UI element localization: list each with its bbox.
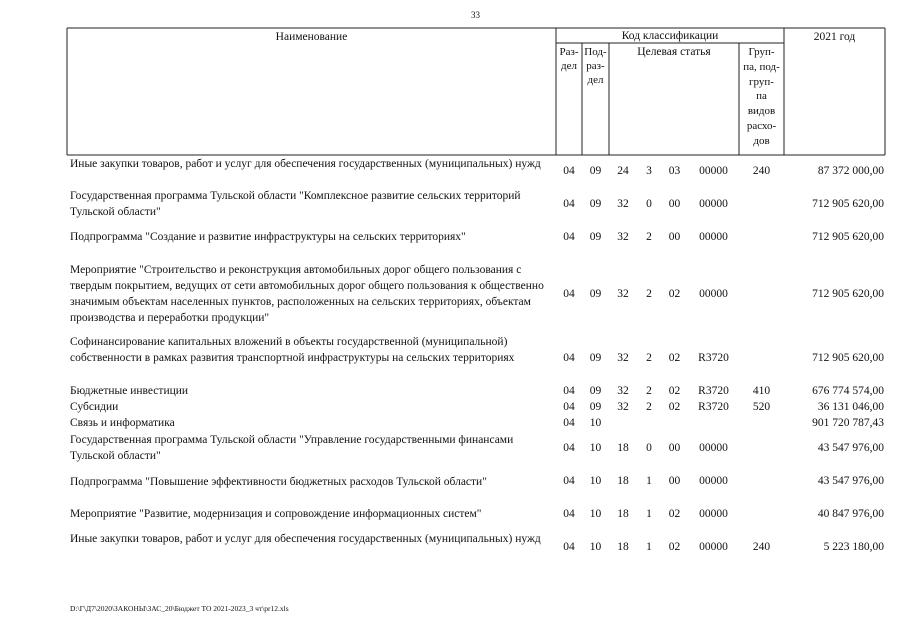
footer-path: D:\Г\Д7\2020\ЗАКОНЫ\ЗАС_20\Бюджет ТО 2021-2023_3 чт\pr12.xls [70,604,289,613]
row-razdel: 04 [563,401,575,413]
header-group: Груп- па, под- груп- па видов расхо- дов [743,46,780,147]
row-amount: 43 547 976,00 [817,442,884,454]
row-podrazdel: 09 [589,401,602,413]
row-name: Подпрограмма "Создание и развитие инфраструктуры на сельских территориях" [70,231,466,243]
row-name: Мероприятие "Развитие, модернизация и сопровождение информационных систем" [70,508,482,520]
header-name: Наименование [275,31,348,43]
row-amount: 40 847 976,00 [817,508,884,520]
row-name: Бюджетные инвестиции [70,385,189,397]
row-group: 240 [752,165,771,177]
row-t1: 32 [617,385,629,397]
row-t1: 32 [617,288,629,300]
row-razdel: 04 [563,475,575,487]
row-podrazdel: 10 [589,475,602,487]
header-razdel: Раз- дел [559,46,579,72]
row-amount: 901 720 787,43 [812,417,884,429]
row-t1: 18 [617,475,629,487]
row-t1: 32 [617,198,629,210]
row-t4: 00000 [699,442,728,454]
row-t2: 3 [646,165,652,177]
row-t2: 1 [646,475,652,487]
row-amount: 712 905 620,00 [812,288,884,300]
row-t2: 2 [646,352,652,364]
row-t2: 2 [646,231,652,243]
row-razdel: 04 [563,288,575,300]
row-razdel: 04 [563,165,575,177]
row-name: Связь и информатика [70,417,175,429]
row-amount: 5 223 180,00 [823,541,884,553]
row-podrazdel: 10 [589,442,602,454]
row-t3: 02 [668,352,681,364]
row-t4: 00000 [699,198,728,210]
row-t4: 00000 [699,165,728,177]
header-podrazdel: Под- раз- дел [584,46,607,86]
row-t3: 02 [668,401,681,413]
row-podrazdel: 09 [589,231,602,243]
row-t4: 00000 [699,475,728,487]
row-razdel: 04 [563,352,575,364]
row-amount: 36 131 046,00 [817,401,884,413]
row-t2: 0 [646,442,652,454]
row-t1: 18 [617,508,629,520]
row-name: Иные закупки товаров, работ и услуг для обеспечения государственных (муниципальных) нужд [70,533,541,545]
row-name: Государственная программа Тульской области "Комплексное развитие сельских территорий Тульской области" [70,190,521,218]
row-podrazdel: 10 [589,508,602,520]
row-podrazdel: 09 [589,385,602,397]
row-t4: 00000 [699,541,728,553]
row-t1: 32 [617,231,629,243]
row-t1: 24 [617,165,629,177]
row-t1: 32 [617,352,629,364]
row-podrazdel: 09 [589,198,602,210]
row-t1: 18 [617,541,629,553]
row-t3: 02 [668,385,681,397]
row-t2: 2 [646,288,652,300]
row-t3: 00 [668,475,681,487]
row-t4: R3720 [698,352,729,364]
row-podrazdel: 10 [589,541,602,553]
row-name: Государственная программа Тульской области "Управление государственными финансами Тульской области" [70,434,514,462]
header-target: Целевая статья [637,46,711,58]
row-amount: 43 547 976,00 [817,475,884,487]
row-name: Софинансирование капитальных вложений в объекты государственной (муниципальной) собственности в рамках развития транспортной инфраструктуры на сельских территориях [70,336,515,364]
row-t2: 2 [646,385,652,397]
row-t3: 02 [668,541,681,553]
row-t2: 1 [646,541,652,553]
row-t4: 00000 [699,231,728,243]
row-razdel: 04 [563,442,575,454]
row-razdel: 04 [563,231,575,243]
row-amount: 87 372 000,00 [817,165,884,177]
row-t1: 32 [617,401,629,413]
row-t2: 0 [646,198,652,210]
row-name: Иные закупки товаров, работ и услуг для обеспечения государственных (муниципальных) нужд [70,158,541,170]
header-year: 2021 год [813,31,856,43]
row-t4: R3720 [698,401,729,413]
header-code: Код классификации [621,30,719,42]
page-number: 33 [471,10,480,20]
row-podrazdel: 10 [589,417,602,429]
row-t2: 2 [646,401,652,413]
row-t3: 00 [668,198,681,210]
row-t3: 02 [668,508,681,520]
row-amount: 712 905 620,00 [812,352,884,364]
row-razdel: 04 [563,541,575,553]
row-group: 410 [752,385,771,397]
row-razdel: 04 [563,417,575,429]
row-t3: 00 [668,442,681,454]
row-t2: 1 [646,508,652,520]
row-podrazdel: 09 [589,165,602,177]
row-t1: 18 [617,442,629,454]
row-t3: 00 [668,231,681,243]
row-name: Подпрограмма "Повышение эффективности бюджетных расходов Тульской области" [70,476,487,488]
row-t3: 02 [668,288,681,300]
row-amount: 676 774 574,00 [812,385,884,397]
row-podrazdel: 09 [589,288,602,300]
row-razdel: 04 [563,385,575,397]
row-t4: 00000 [699,288,728,300]
row-name: Мероприятие "Строительство и реконструкция автомобильных дорог общего пользования с твердым покрытием, ведущих от сети автомобильных дорог общего пользования к общественно значимым объектам населенных пунктов, расположенных на сельских территориях, объектам производства и переработки продукции" [70,264,544,324]
row-name: Субсидии [70,401,119,413]
row-razdel: 04 [563,198,575,210]
row-podrazdel: 09 [589,352,602,364]
row-t4: R3720 [698,385,729,397]
row-group: 240 [752,541,771,553]
row-amount: 712 905 620,00 [812,198,884,210]
row-t3: 03 [668,165,681,177]
row-group: 520 [752,401,771,413]
row-razdel: 04 [563,508,575,520]
row-t4: 00000 [699,508,728,520]
row-amount: 712 905 620,00 [812,231,884,243]
